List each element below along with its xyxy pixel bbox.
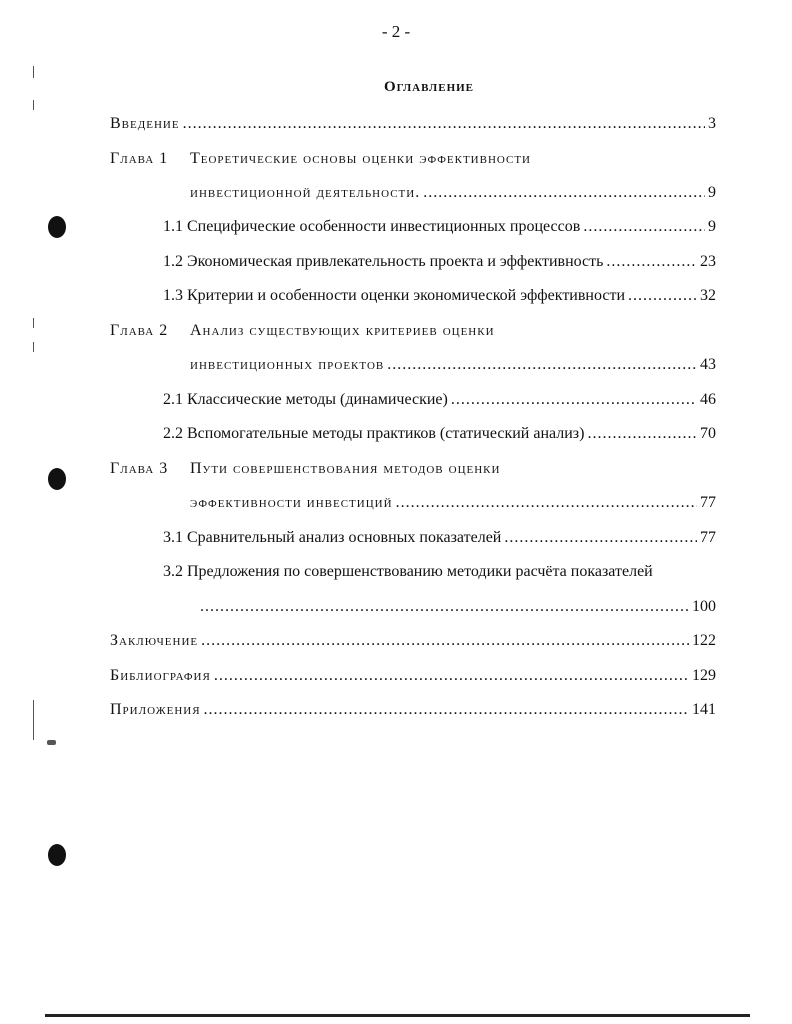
- toc-entry-intro[interactable]: [110, 115, 716, 133]
- toc-entry-label: Приложения: [110, 701, 201, 718]
- chapter-1-title-line2[interactable]: [190, 184, 716, 202]
- chapter-title: Анализ существующих критериев оценки: [190, 322, 495, 339]
- page-number: - 2 -: [381, 22, 411, 41]
- bottom-scan-edge: [45, 1014, 750, 1017]
- toc-entry-section-1-3[interactable]: [163, 287, 716, 305]
- chapter-2-title-line2[interactable]: [190, 356, 716, 374]
- toc-entry-section-3-2[interactable]: [163, 563, 653, 581]
- toc-entry-section-1-1[interactable]: [163, 218, 716, 236]
- dot-leader: [451, 391, 697, 409]
- scan-speck: [47, 740, 56, 745]
- dot-leader: [183, 115, 705, 133]
- dot-leader: [583, 218, 705, 236]
- dot-leader: [628, 287, 697, 305]
- toc-entry-page: 100: [692, 598, 716, 615]
- toc-entry-page: 70: [700, 425, 716, 442]
- toc-entry-page: 9: [708, 218, 716, 235]
- chapter-page: 9: [708, 184, 716, 201]
- toc-entry-section-2-1[interactable]: [163, 391, 716, 409]
- toc-entry-page: 122: [692, 632, 716, 649]
- toc-entry-page: 141: [692, 701, 716, 718]
- chapter-title: Пути совершенствования методов оценки: [190, 460, 501, 477]
- chapter-page: 77: [700, 494, 716, 511]
- toc-entry-label: 2.2 Вспомогательные методы практиков (статический анализ): [163, 425, 585, 442]
- dot-leader: [214, 667, 689, 685]
- dot-leader: [201, 632, 689, 650]
- chapter-3-title-line2[interactable]: [190, 494, 716, 512]
- chapter-title: Теоретические основы оценки эффективности: [190, 150, 531, 167]
- toc-entry-label: 1.3 Критерии и особенности оценки экономической эффективности: [163, 287, 626, 304]
- dot-leader: [387, 356, 697, 374]
- scan-edge-line: [33, 100, 34, 110]
- toc-title: Оглавление: [383, 79, 475, 95]
- dot-leader: [423, 184, 705, 202]
- scan-edge-line: [33, 66, 34, 78]
- toc-entry-label: Заключение: [110, 632, 199, 649]
- chapter-1-heading[interactable]: [110, 150, 531, 168]
- toc-entry-page: 77: [700, 529, 716, 546]
- toc-entry-label: 1.2 Экономическая привлекательность проекта и эффективность: [163, 253, 604, 270]
- chapter-page: 43: [700, 356, 716, 373]
- toc-entry-section-3-2-leader[interactable]: [200, 598, 716, 616]
- toc-entry-section-2-2[interactable]: [163, 425, 716, 443]
- toc-entry-page: 3: [708, 115, 716, 132]
- chapter-label: Глава 2: [110, 322, 169, 339]
- toc-entry-label: 3.2 Предложения по совершенствованию методики расчёта показателей: [163, 563, 653, 580]
- toc-entry-conclusion[interactable]: [110, 632, 716, 650]
- toc-entry-page: 23: [700, 253, 716, 270]
- toc-entry-section-1-2[interactable]: [163, 253, 716, 271]
- punch-hole-mark: [48, 216, 66, 238]
- scan-edge-line: [33, 342, 34, 352]
- toc-entry-bibliography[interactable]: [110, 667, 716, 685]
- punch-hole-mark: [48, 468, 66, 490]
- chapter-title-continued: инвестиционной деятельности.: [190, 184, 421, 201]
- scan-edge-line: [33, 700, 34, 740]
- toc-entry-page: 129: [692, 667, 716, 684]
- chapter-label: Глава 1: [110, 150, 169, 167]
- punch-hole-mark: [48, 844, 66, 866]
- toc-entry-page: 32: [700, 287, 716, 304]
- toc-entry-appendices[interactable]: [110, 701, 716, 719]
- chapter-3-heading[interactable]: [110, 460, 500, 478]
- dot-leader: [587, 425, 697, 443]
- toc-entry-label: Введение: [110, 115, 180, 132]
- toc-entry-label: 3.1 Сравнительный анализ основных показателей: [163, 529, 502, 546]
- dot-leader: [606, 253, 697, 271]
- dot-leader: [396, 494, 697, 512]
- dot-leader: [200, 598, 689, 616]
- toc-entry-section-3-1[interactable]: [163, 529, 716, 547]
- chapter-label: Глава 3: [110, 460, 169, 477]
- toc-entry-label: 2.1 Классические методы (динамические): [163, 391, 448, 408]
- toc-entry-label: Библиография: [110, 667, 211, 684]
- chapter-2-heading[interactable]: [110, 322, 495, 340]
- chapter-title-continued: эффективности инвестиций: [190, 494, 393, 511]
- dot-leader: [204, 701, 689, 719]
- toc-entry-page: 46: [700, 391, 716, 408]
- scan-edge-line: [33, 318, 34, 328]
- chapter-title-continued: инвестиционных проектов: [190, 356, 385, 373]
- dot-leader: [504, 529, 697, 547]
- toc-entry-label: 1.1 Специфические особенности инвестиционных процессов: [163, 218, 581, 235]
